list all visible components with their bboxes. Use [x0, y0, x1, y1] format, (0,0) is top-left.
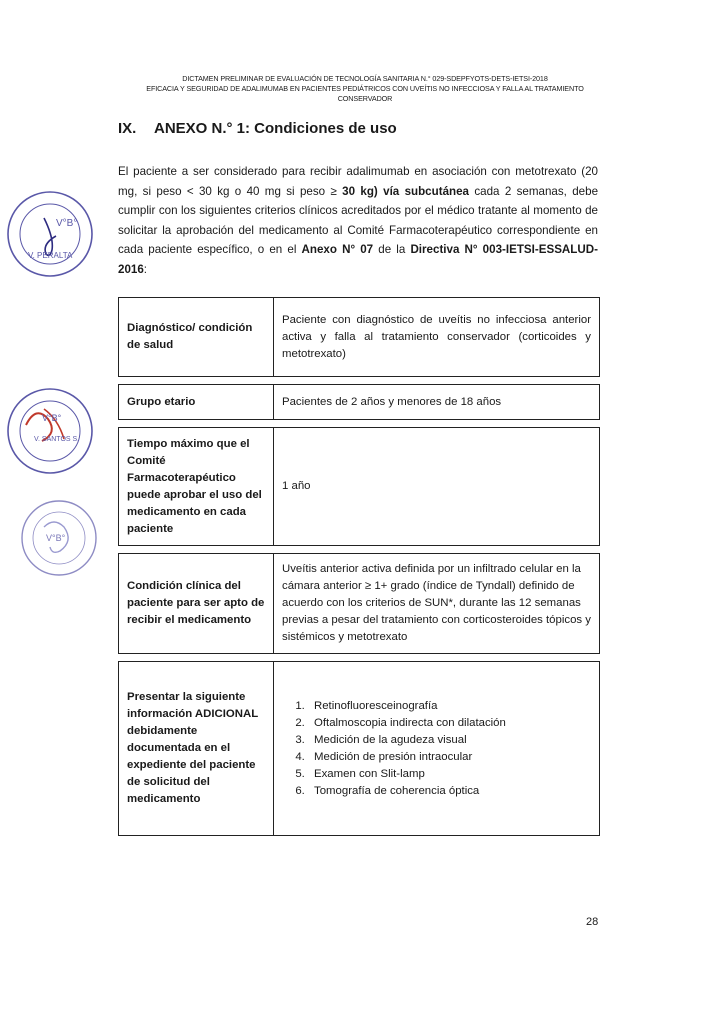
section-title-text: ANEXO N.° 1: Condiciones de uso	[154, 120, 397, 137]
row-label: Tiempo máximo que el Comité Farmacoterapéutico puede aprobar el uso del medicamento en cada paciente	[119, 428, 274, 546]
list-item: 1. Retinofluoresceinografía	[308, 698, 591, 715]
row-label: Diagnóstico/ condición de salud	[119, 298, 274, 377]
table-row	[119, 385, 600, 420]
table-row	[119, 428, 600, 546]
document-header	[120, 74, 610, 104]
stamp-vobo-text: V°B°	[42, 413, 62, 423]
stamp-vobo-text: V°B°	[46, 533, 66, 543]
list-item: 4. Medición de presión intraocular	[308, 749, 591, 766]
intro-bold-3: Directiva N° 003-IETSI-ESSALUD-2016	[118, 243, 598, 276]
intro-text-3: de la	[373, 243, 411, 256]
page-number: 28	[586, 916, 599, 928]
header-line-3: CONSERVADOR	[337, 94, 393, 103]
intro-bold-2: Anexo N° 07	[301, 243, 374, 256]
header-line-1: DICTAMEN PRELIMINAR DE EVALUACIÓN DE TECNOLOGÍA SANITARIA N.° 029-SDEPFYOTS-DETS-IETSI-2018	[182, 74, 548, 83]
stamp-name-text: V. PERALTA	[28, 251, 73, 260]
conditions-table	[118, 297, 600, 836]
row-label: Condición clínica del paciente para ser apto de recibir el medicamento	[119, 554, 274, 654]
row-value: Paciente con diagnóstico de uveítis no infecciosa anterior activa y falla al tratamiento conservador (corticoides y metotrexato)	[274, 298, 600, 377]
stamp-name-text: V. SANTOS S.	[34, 436, 80, 443]
approval-stamp-2	[4, 385, 96, 477]
table-row	[119, 554, 600, 654]
additional-info-list	[282, 698, 591, 800]
approval-stamp-1	[4, 188, 96, 280]
approval-stamp-3	[18, 497, 100, 579]
stamp-vobo-text: V°B°	[56, 218, 78, 229]
intro-bold-1: 30 kg) vía subcutánea	[342, 184, 470, 198]
list-item: 6. Tomografía de coherencia óptica	[308, 783, 591, 800]
row-value: Uveítis anterior activa definida por un infiltrado celular en la cámara anterior ≥ 1+ grado (índice de Tyndall) definido de acuerdo con los criterios de SUN*, durante las 12 semanas previas a pesar del tratamiento con corticosteroides tópicos y sistémicos y metotrexato	[274, 554, 600, 654]
row-label: Presentar la siguiente información ADICIONAL debidamente documentada en el expediente del paciente de solicitud del medicamento	[119, 662, 274, 836]
row-value: 1 año	[274, 428, 600, 546]
table-row	[119, 662, 600, 836]
list-item: 3. Medición de la agudeza visual	[308, 732, 591, 749]
list-item: 5. Examen con Slit-lamp	[308, 766, 591, 783]
list-item: 2. Oftalmoscopia indirecta con dilatación	[308, 715, 591, 732]
section-title	[118, 120, 397, 137]
row-value	[274, 662, 600, 836]
header-line-2: EFICACIA Y SEGURIDAD DE ADALIMUMAB EN PACIENTES PEDIÁTRICOS CON UVEÍTIS NO INFECCIOSA Y FALLA AL TRATAMIENTO	[146, 84, 584, 93]
intro-text-1: El paciente a ser considerado para recibir adalimumab en asociación con metotrexato (20 mg, si peso < 30 kg o 40 mg si peso ≥	[118, 165, 598, 198]
intro-text-2: cada 2 semanas, debe cumplir con los siguientes criterios clínicos acreditados por el médico tratante al momento de solicitar la aprobación del medicamento al Comité Farmacoterapéutico correspondiente en cada paciente específico, o en el	[118, 184, 599, 256]
section-number: IX.	[118, 120, 137, 137]
row-label: Grupo etario	[119, 385, 274, 420]
table-row	[119, 298, 600, 377]
row-value: Pacientes de 2 años y menores de 18 años	[274, 385, 600, 420]
intro-text-4: :	[143, 262, 148, 276]
intro-paragraph	[118, 162, 598, 279]
